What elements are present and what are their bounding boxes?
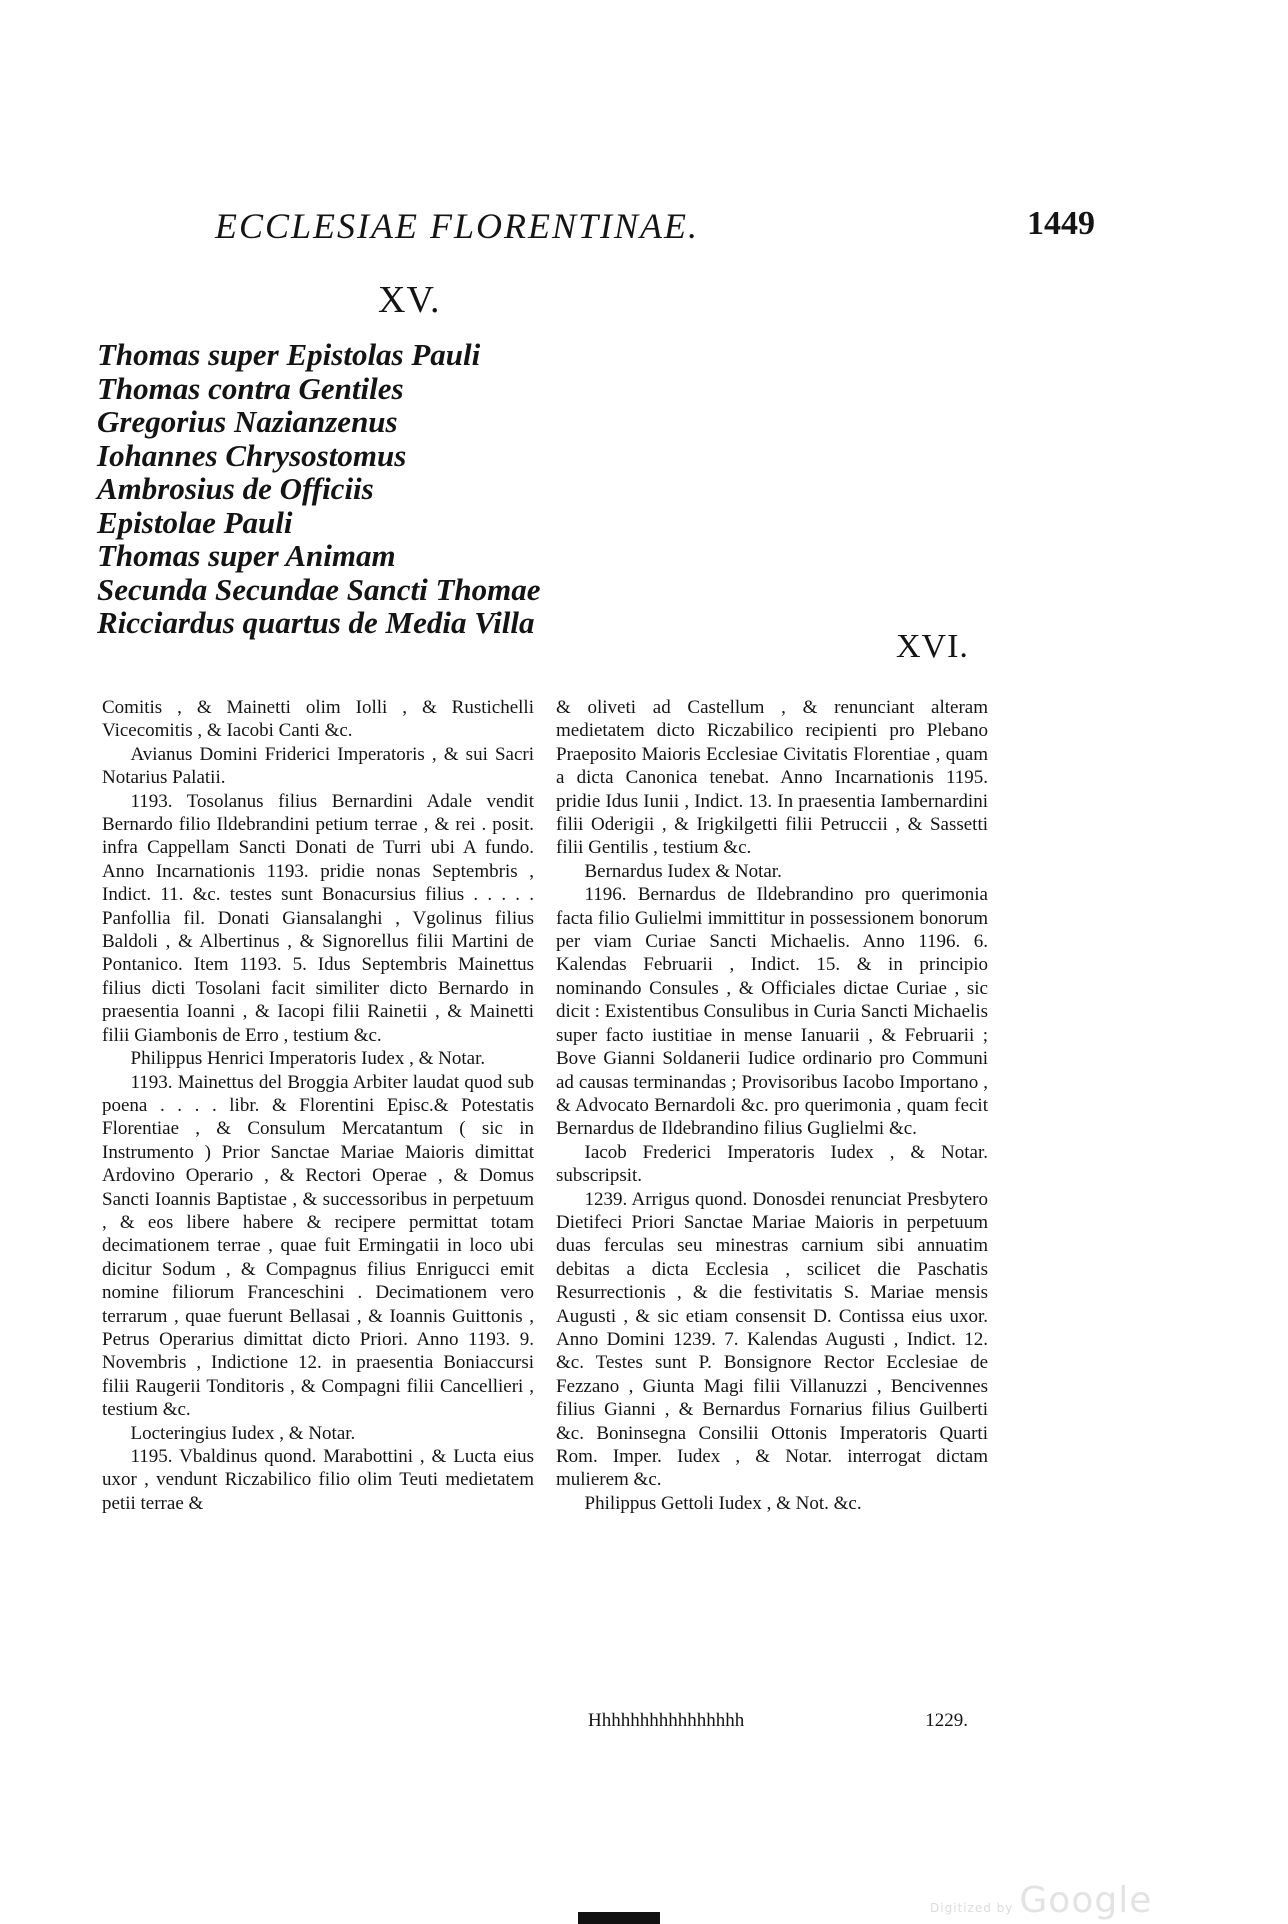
notary-signature: Philippus Gettoli Iudex , & Not. &c. xyxy=(584,1492,862,1514)
book-entry: Iohannes Chrysostomus xyxy=(97,437,407,473)
book-entry: Thomas super Epistolas Pauli xyxy=(97,337,481,372)
charter-paragraph: 1195. Vbaldinus quond. Marabottini , & Lucta eius uxor , vendunt Riczabilico filio olim Teuti medietatem petii terrae & xyxy=(102,1446,534,1514)
charter-paragraph: & oliveti ad Castellum , & renunciant alteram medietatem dicto Riczabilico recipienti pro Plebano Praeposito Maioris Ecclesiae Civitatis Florentiae , quam a dicta Canonica tenebat. Anno Incarnationis 1195. pridie Idus Iunii , Indict. 13. In praesentia Iambernardini filii Oderigii , & Irigkilgetti filii Petruccii , & Sassetti filii Gentilis , testium &c. xyxy=(556,697,988,859)
right-text-column xyxy=(556,696,988,1515)
notary-signature: Avianus Domini Friderici Imperatoris , & sui Sacri Notarius Palatii. xyxy=(102,743,534,789)
charter-paragraph: 1193. Mainettus del Broggia Arbiter laudat quod sub poena . . . . libr. & Florentini Episc.& Potestatis Florentiae , & Consulum Mercatantum ( sic in Instrumento ) Prior Sanctae Mariae Maioris dimittat Ardovino Operario , & Rectori Operae , & Domus Sancti Ioannis Baptistae , & successoribus in perpetuum , & eos libere habere & recipere permittat totam decimationem terrae , quae fuit Ermingatii in loco ubi dicitur Sodum , & Compagnus filius Enrigucci emit nomine filiorum Franceschini . Decimationem vero terrarum , quae fuerunt Bellasai , & Ioannis Guittonis , Petrus Operarius dimittat dicto Priori. Anno 1193. 9. Novembris , Indictione 12. in praesentia Boniaccursi filii Raugerii Tonditoris , & Compagni filii Cancellieri , testium &c. xyxy=(102,1071,534,1421)
charter-paragraph: 1196. Bernardus de Ildebrandino pro querimonia facta filio Gulielmi immittitur in possessionem bonorum per viam Curiae Sancti Michaelis. Anno 1196. 6. Kalendas Februarii , Indict. 15. & in principio nominando Consules , & Officiales dictae Curiae , sic dicit : Existentibus Consulibus in Curia Sancti Michaelis super facto iustitiae in mense Ianuarii , & Februarii ; Bove Gianni Soldanerii Iudice ordinario pro Communi ad causas terminandas ; Provisoribus Iacobo Importano , & Advocato Bernardoli &c. pro querimonia , quam fecit Bernardus de Ildebrandino filius Guglielmi &c. xyxy=(556,884,988,1140)
section-heading-xv: XV. xyxy=(378,279,441,321)
watermark-prefix: Digitized by xyxy=(930,1901,1014,1915)
left-text-column xyxy=(102,696,534,1515)
book-entry: Ambrosius de Officiis xyxy=(97,471,374,506)
notary-signature: Philippus Henrici Imperatoris Iudex , & Notar. xyxy=(130,1048,486,1070)
book-entry: Ricciardus quartus de Media Villa xyxy=(97,605,535,640)
charter-paragraph: Comitis , & Mainetti olim Iolli , & Rustichelli Vicecomitis , & Iacobi Canti &c. xyxy=(102,697,534,742)
signature-mark: Hhhhhhhhhhhhhhhh xyxy=(588,1710,745,1731)
page-number: 1449 xyxy=(1027,205,1095,242)
notary-signature: Bernardus Iudex & Notar. xyxy=(584,860,782,882)
notary-signature: Locteringius Iudex , & Notar. xyxy=(130,1422,356,1444)
book-entry: Thomas super Animam xyxy=(97,538,396,573)
scan-edge-mark xyxy=(578,1912,660,1924)
book-entry: Epistolae Pauli xyxy=(97,504,293,540)
charter-paragraph: 1193. Tosolanus filius Bernardini Adale vendit Bernardo filio Ildebrandini petium terrae , & rei . posit. infra Cappellam Sancti Donati de Turri ubi A fundo. Anno Incarnationis 1193. pridie nonas Septembris , Indict. 11. &c. testes sunt Bonacursius filius . . . . . Panfollia fil. Donati Giansalanghi , Vgolinus filius Baldoli , & Albertinus , & Signorellus filii Martini de Pontanico. Item 1193. 5. Idus Septembris Mainettus filius dicti Tosolani facit similiter dicto Bernardo in praesentia Ioanni , & Iacopi filii Rainetii , & Mainetti filii Giambonis de Erro , testium &c. xyxy=(102,790,534,1046)
running-title: ECCLESIAE FLORENTINAE. xyxy=(215,206,699,246)
section-heading-xvi: XVI. xyxy=(896,628,969,665)
book-list xyxy=(97,338,617,640)
charter-paragraph: 1239. Arrigus quond. Donosdei renunciat Presbytero Dietifeci Priori Sanctae Mariae Maioris in perpetuum duas ferculas seu minestras carnium sibi annuatim debitas a dicta Ecclesia , scilicet die Paschatis Resurrectionis , & die festivitatis S. Mariae mensis Augusti , & sic etiam consensit D. Contissa eius uxor. Anno Domini 1239. 7. Kalendas Augusti , Indict. 12. &c. Testes sunt P. Bonsignore Rector Ecclesiae de Fezzano , Giunta Magi filii Villanuzzi , Bencivennes filius Gianni , & Bernardus Fornarius filius Guilberti &c. Boninsegna Consilii Ottonis Imperatoris Quarti Rom. Imper. Iudex , & Notar. interrogat dictam mulierem &c. xyxy=(556,1188,988,1491)
book-entry: Gregorius Nazianzenus xyxy=(97,404,398,439)
catchword: 1229. xyxy=(925,1710,968,1731)
digitized-watermark xyxy=(930,1880,1152,1921)
watermark-brand: Google xyxy=(1019,1880,1153,1921)
book-entry: Secunda Secundae Sancti Thomae xyxy=(97,571,541,607)
notary-signature: Iacob Frederici Imperatoris Iudex , & Notar. subscripsit. xyxy=(556,1141,988,1187)
book-entry: Thomas contra Gentiles xyxy=(97,370,404,406)
running-head xyxy=(215,205,1095,255)
